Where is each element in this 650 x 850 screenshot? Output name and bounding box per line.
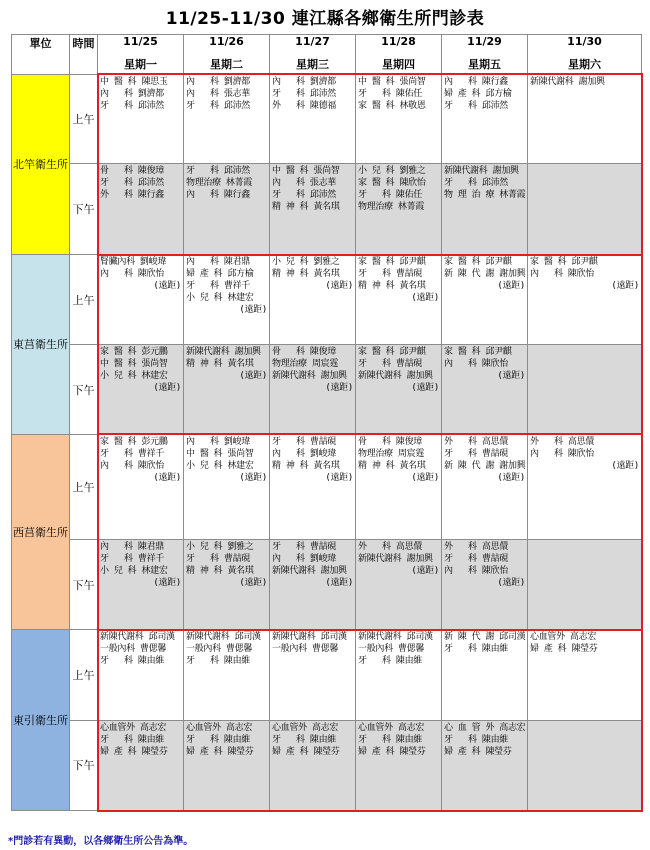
clinic-entry: 內 科 陳行鑫: [186, 189, 250, 200]
clinic-entry: 中 醫 科 張尚智: [186, 448, 254, 459]
clinic-entry: 新陳代謝科 謝加興: [186, 347, 261, 358]
remote-note: (遠距): [497, 578, 525, 589]
clinic-entry: 牙 科 陳由維: [272, 734, 336, 745]
clinic-entry: 內 科 陳君鼎: [186, 257, 250, 268]
remote-note: (遠距): [497, 281, 525, 292]
clinic-entry: 小 兒 科 林建宏: [100, 566, 168, 577]
clinic-entry: 新陳代謝科 邱司漢: [358, 632, 433, 643]
remote-note: (遠距): [325, 578, 353, 589]
clinic-entry: 精 神 科 黃名琪: [358, 281, 426, 292]
clinic-entry: 物 理 治 療 林菁霞: [444, 189, 526, 200]
clinic-entry: 心血管外 高志宏: [358, 722, 425, 733]
day-weekday: 星期三: [296, 58, 329, 71]
unit-name: 西莒衛生所: [12, 434, 70, 630]
page-title: 11/25-11/30 連江縣各鄉衛生所門診表: [165, 9, 485, 29]
clinic-entry: 婦 產 科 邱方榆: [186, 269, 254, 280]
clinic-entry: 牙 科 曹祥千: [100, 554, 164, 565]
remote-note: (遠距): [611, 281, 639, 292]
clinic-entry: 精 神 科 黃名琪: [272, 269, 340, 280]
clinic-entry: 內 科 陳欣怡: [444, 566, 508, 577]
day-date: 11/25: [123, 35, 158, 48]
clinic-entry: 牙 科 陳由維: [100, 734, 164, 745]
schedule-cell: [270, 720, 356, 810]
clinic-entry: 牙 科 曹喆硯: [444, 554, 508, 565]
clinic-entry: 內 科 張志華: [272, 177, 336, 188]
schedule-cell: [184, 630, 270, 720]
clinic-entry: 內 科 陳欣怡: [100, 269, 164, 280]
schedule-cell: [442, 255, 528, 345]
clinic-entry: 內 科 劉濟都: [272, 76, 336, 87]
clinic-entry: 新陳代謝科 邱司漢: [100, 632, 175, 643]
schedule-cell: [184, 163, 270, 254]
day-date: 11/29: [467, 35, 502, 48]
morning-label: 上午: [70, 630, 98, 720]
remote-note: (遠距): [411, 566, 439, 577]
unit-name: 東莒衛生所: [12, 255, 70, 435]
schedule-cell: [270, 540, 356, 630]
clinic-entry: 牙 科 曹喆硯: [272, 542, 336, 553]
remote-note: (遠距): [239, 578, 267, 589]
remote-note: (遠距): [153, 281, 181, 292]
clinic-entry: 家 醫 科 邱尹麒: [358, 257, 426, 268]
unit-am-row: [12, 74, 642, 163]
schedule-cell: [184, 74, 270, 163]
clinic-entry: 內 科 陳欣怡: [444, 359, 508, 370]
schedule-cell: [356, 255, 442, 345]
clinic-entry: 家 醫 科 彭元鵬: [100, 347, 168, 358]
clinic-entry: 婦 產 科 陳瑩芬: [186, 746, 254, 757]
clinic-entry: 骨 科 陳俊璋: [272, 347, 336, 358]
remote-note: (遠距): [497, 371, 525, 382]
clinic-entry: 婦 產 科 邱方榆: [444, 88, 512, 99]
schedule-cell: [528, 345, 642, 434]
schedule-cell: [528, 163, 642, 254]
day-weekday: 星期二: [210, 58, 243, 71]
clinic-entry: 牙 科 陳由維: [186, 734, 250, 745]
clinic-entry: 新 陳 代 謝 謝加興: [444, 460, 526, 471]
schedule-cell: [356, 720, 442, 810]
clinic-entry: 牙 科 陳由維: [444, 734, 508, 745]
clinic-entry: 小 兒 科 劉雅之: [186, 542, 254, 553]
schedule-cell: [184, 255, 270, 345]
clinic-entry: 牙 科 曹喆硯: [444, 448, 508, 459]
clinic-entry: 牙 科 曹喆硯: [358, 359, 422, 370]
schedule-cell: [356, 434, 442, 539]
header-row: [12, 35, 642, 75]
schedule-cell: [356, 630, 442, 720]
schedule-cell: [356, 74, 442, 163]
remote-note: (遠距): [325, 383, 353, 394]
clinic-entry: 牙 科 邱沛然: [186, 100, 250, 111]
remote-note: (遠距): [239, 371, 267, 382]
clinic-entry: 精 神 科 黃名琪: [272, 201, 340, 212]
clinic-entry: 內 科 陳行鑫: [444, 76, 508, 87]
schedule-cell: [528, 540, 642, 630]
clinic-entry: 一般內科 曹偲馨: [186, 644, 253, 655]
clinic-entry: 牙 科 曹喆硯: [272, 436, 336, 447]
day-header: [356, 35, 442, 75]
clinic-entry: 外 科 高思儇: [444, 436, 508, 447]
afternoon-label: 下午: [70, 345, 98, 434]
day-date: 11/26: [209, 35, 244, 48]
schedule-cell: [270, 255, 356, 345]
clinic-entry: 牙 科 曹喆硯: [358, 269, 422, 280]
afternoon-label: 下午: [70, 163, 98, 254]
clinic-entry: 新陳代謝科 謝加興: [272, 566, 347, 577]
clinic-entry: 外 科 陳行鑫: [100, 189, 164, 200]
clinic-entry: 中 醫 科 陳思玉: [100, 76, 168, 87]
remote-note: (遠距): [153, 383, 181, 394]
clinic-entry: 婦 產 科 陳瑩芬: [444, 746, 512, 757]
clinic-entry: 牙 科 邱沛然: [272, 189, 336, 200]
clinic-entry: 家 醫 科 邱尹麒: [530, 257, 598, 268]
day-header: [442, 35, 528, 75]
schedule-cell: [98, 345, 184, 434]
morning-label: 上午: [70, 434, 98, 539]
schedule-cell: [270, 74, 356, 163]
remote-note: (遠距): [497, 472, 525, 483]
day-header: [184, 35, 270, 75]
remote-note: (遠距): [153, 578, 181, 589]
unit-pm-row: [12, 540, 642, 630]
day-date: 11/27: [295, 35, 330, 48]
schedule-cell: [98, 434, 184, 539]
schedule-cell: [528, 434, 642, 539]
schedule-cell: [528, 255, 642, 345]
clinic-entry: 腎臟內科 劉峻瑋: [100, 257, 167, 268]
clinic-entry: 物理治療 周宸霆: [358, 448, 425, 459]
clinic-entry: 精 神 科 黃名琪: [186, 359, 254, 370]
clinic-entry: 牙 科 邱沛然: [100, 177, 164, 188]
clinic-entry: 牙 科 陳由維: [100, 656, 164, 667]
remote-note: (遠距): [153, 472, 181, 483]
clinic-entry: 家 醫 科 邱尹麒: [444, 347, 512, 358]
remote-note: (遠距): [411, 293, 439, 304]
clinic-entry: 物理治療 周宸霆: [272, 359, 339, 370]
clinic-entry: 內 科 張志華: [186, 88, 250, 99]
schedule-cell: [184, 434, 270, 539]
clinic-entry: 牙 科 曹祥千: [100, 448, 164, 459]
remote-note: (遠距): [611, 460, 639, 471]
schedule-cell: [442, 163, 528, 254]
afternoon-label: 下午: [70, 720, 98, 810]
day-weekday: 星期四: [382, 58, 415, 71]
clinic-entry: 家 醫 科 彭元鵬: [100, 436, 168, 447]
schedule-table: [11, 34, 642, 811]
clinic-entry: 小 兒 科 劉雅之: [272, 257, 340, 268]
clinic-entry: 中 醫 科 張尚智: [358, 76, 426, 87]
day-header: [98, 35, 184, 75]
schedule-cell: [184, 345, 270, 434]
clinic-entry: 小 兒 科 林建宏: [186, 460, 254, 471]
remote-note: (遠距): [411, 383, 439, 394]
schedule-cell: [98, 255, 184, 345]
day-header: [528, 35, 642, 75]
clinic-entry: 新陳代謝科 謝加興: [358, 371, 433, 382]
clinic-entry: 婦 產 科 陳瑩芬: [530, 644, 598, 655]
schedule-cell: [356, 163, 442, 254]
unit-name: 北竿衛生所: [12, 74, 70, 255]
clinic-entry: 婦 產 科 陳瑩芬: [358, 746, 426, 757]
schedule-cell: [442, 345, 528, 434]
schedule-cell: [528, 720, 642, 810]
clinic-entry: 牙 科 邱沛然: [444, 100, 508, 111]
clinic-entry: 內 科 劉峻瑋: [272, 448, 336, 459]
clinic-entry: 精 神 科 黃名琪: [358, 460, 426, 471]
clinic-entry: 家 醫 科 邱尹麒: [444, 257, 512, 268]
clinic-entry: 內 科 陳欣怡: [530, 269, 594, 280]
afternoon-label: 下午: [70, 540, 98, 630]
clinic-entry: 精 神 科 黃名琪: [186, 566, 254, 577]
clinic-entry: 牙 科 陳由維: [358, 734, 422, 745]
schedule-cell: [442, 720, 528, 810]
clinic-entry: 一般內科 曹偲馨: [358, 644, 425, 655]
schedule-cell: [184, 720, 270, 810]
clinic-entry: 牙 科 陳佑任: [358, 189, 422, 200]
clinic-entry: 心 血 管 外 高志宏: [444, 722, 526, 733]
schedule-cell: [270, 434, 356, 539]
morning-label: 上午: [70, 74, 98, 163]
clinic-entry: 新 陳 代 謝 邱司漢: [444, 632, 526, 643]
unit-am-row: [12, 630, 642, 720]
unit-header: 單位: [12, 35, 70, 75]
clinic-entry: 新陳代謝科 謝加興: [358, 554, 433, 565]
unit-am-row: [12, 434, 642, 539]
unit-pm-row: [12, 163, 642, 254]
day-weekday: 星期六: [568, 58, 601, 71]
clinic-entry: 心血管外 高志宏: [530, 632, 597, 643]
schedule-cell: [442, 74, 528, 163]
schedule-body: [12, 74, 642, 810]
clinic-entry: 牙 科 邱沛然: [100, 100, 164, 111]
clinic-entry: 新陳代謝科 謝加興: [272, 371, 347, 382]
clinic-entry: 牙 科 邱沛然: [186, 165, 250, 176]
clinic-entry: 心血管外 高志宏: [100, 722, 167, 733]
clinic-entry: 新陳代謝科 邱司漢: [186, 632, 261, 643]
unit-am-row: [12, 255, 642, 345]
schedule-cell: [270, 345, 356, 434]
remote-note: (遠距): [325, 281, 353, 292]
clinic-entry: 牙 科 曹祥千: [186, 281, 250, 292]
clinic-entry: 物理治療 林菁霞: [358, 201, 425, 212]
day-date: 11/28: [381, 35, 416, 48]
clinic-entry: 小 兒 科 林建宏: [100, 371, 168, 382]
schedule-cell: [442, 540, 528, 630]
clinic-entry: 家 醫 科 陳欣怡: [358, 177, 426, 188]
clinic-entry: 婦 產 科 陳瑩芬: [100, 746, 168, 757]
day-weekday: 星期五: [468, 58, 501, 71]
clinic-entry: 牙 科 陳佑任: [358, 88, 422, 99]
clinic-entry: 心血管外 高志宏: [272, 722, 339, 733]
clinic-entry: 新 陳 代 謝 謝加興: [444, 269, 526, 280]
unit-pm-row: [12, 345, 642, 434]
clinic-entry: 中 醫 科 張尚智: [272, 165, 340, 176]
clinic-entry: 內 科 劉濟都: [186, 76, 250, 87]
remote-note: (遠距): [325, 472, 353, 483]
clinic-entry: 外 科 陳德福: [272, 100, 336, 111]
clinic-entry: 內 科 劉濟都: [100, 88, 164, 99]
clinic-entry: 小 兒 科 劉雅之: [358, 165, 426, 176]
schedule-cell: [98, 630, 184, 720]
schedule-cell: [442, 434, 528, 539]
remote-note: (遠距): [239, 305, 267, 316]
time-header: 時間: [70, 35, 98, 75]
day-date: 11/30: [567, 35, 602, 48]
clinic-entry: 牙 科 陳由維: [444, 644, 508, 655]
clinic-entry: 牙 科 邱沛然: [272, 88, 336, 99]
schedule-cell: [528, 74, 642, 163]
clinic-entry: 內 科 劉峻瑋: [186, 436, 250, 447]
clinic-entry: 骨 科 陳俊璋: [358, 436, 422, 447]
clinic-entry: 牙 科 邱沛然: [444, 177, 508, 188]
clinic-entry: 精 神 科 黃名琪: [272, 460, 340, 471]
clinic-entry: 牙 科 陳由維: [358, 656, 422, 667]
clinic-entry: 內 科 陳欣怡: [530, 448, 594, 459]
schedule-cell: [442, 630, 528, 720]
clinic-entry: 外 科 高思儇: [358, 542, 422, 553]
schedule-cell: [356, 540, 442, 630]
clinic-entry: 牙 科 陳由維: [186, 656, 250, 667]
clinic-entry: 內 科 陳君鼎: [100, 542, 164, 553]
schedule-cell: [356, 345, 442, 434]
remote-note: (遠距): [239, 472, 267, 483]
schedule-cell: [184, 540, 270, 630]
clinic-entry: 外 科 高思儇: [444, 542, 508, 553]
clinic-entry: 家 醫 科 林敬恩: [358, 100, 426, 111]
clinic-entry: 新陳代謝科 謝加興: [530, 76, 605, 87]
schedule-cell: [98, 720, 184, 810]
schedule-cell: [270, 163, 356, 254]
remote-note: (遠距): [411, 472, 439, 483]
unit-name: 東引衛生所: [12, 630, 70, 811]
clinic-entry: 小 兒 科 林建宏: [186, 293, 254, 304]
clinic-entry: 內 科 陳欣怡: [100, 460, 164, 471]
clinic-entry: 一般內科 曹偲馨: [272, 644, 339, 655]
schedule-cell: [528, 630, 642, 720]
schedule-cell: [98, 163, 184, 254]
clinic-entry: 心血管外 高志宏: [186, 722, 253, 733]
clinic-entry: 家 醫 科 邱尹麒: [358, 347, 426, 358]
clinic-entry: 外 科 高思儇: [530, 436, 594, 447]
clinic-entry: 內 科 劉峻瑋: [272, 554, 336, 565]
clinic-entry: 物理治療 林菁霞: [186, 177, 253, 188]
unit-pm-row: [12, 720, 642, 810]
day-header: [270, 35, 356, 75]
morning-label: 上午: [70, 255, 98, 345]
schedule-cell: [98, 74, 184, 163]
clinic-entry: 骨 科 陳俊璋: [100, 165, 164, 176]
footer-note: *門診若有異動，以各鄉衛生所公告為準。: [8, 836, 194, 847]
clinic-entry: 新陳代謝科 邱司漢: [272, 632, 347, 643]
clinic-entry: 中 醫 科 張尚智: [100, 359, 168, 370]
day-weekday: 星期一: [124, 58, 157, 71]
clinic-entry: 婦 產 科 陳瑩芬: [272, 746, 340, 757]
schedule-cell: [98, 540, 184, 630]
clinic-entry: 牙 科 曹喆硯: [186, 554, 250, 565]
clinic-entry: 一般內科 曹偲馨: [100, 644, 167, 655]
clinic-entry: 新陳代謝科 謝加興: [444, 165, 519, 176]
schedule-cell: [270, 630, 356, 720]
